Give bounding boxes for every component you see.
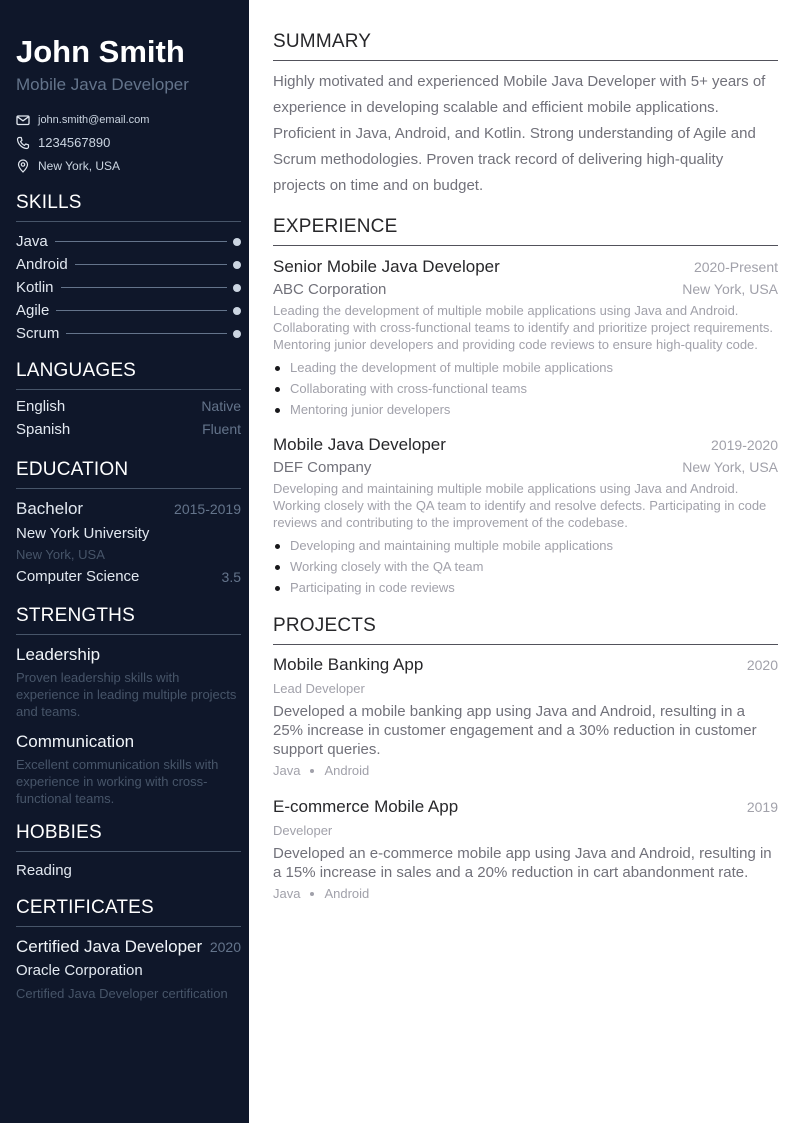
project-tag: Android [324, 763, 370, 778]
job-title: Mobile Java Developer [16, 75, 189, 94]
language-level: Native [201, 398, 241, 414]
job-location: New York, USA [682, 281, 778, 297]
job-entry-title: Senior Mobile Java Developer [273, 257, 500, 276]
strength-title: Communication [16, 732, 135, 751]
skill-dot [233, 330, 241, 338]
job-desc: Leading the development of multiple mobile applications using Java and Android. Collaborating with cross-functional teams to identify and prioritize project requirements. Mentoring junior developers and providing code reviews to ensure high-quality code. [273, 303, 774, 352]
job-bullets [273, 357, 778, 420]
hobbies-list [16, 860, 241, 882]
project-tags [273, 761, 778, 781]
job-bullet: Mentoring junior developers [273, 399, 778, 420]
job-bullet: Leading the development of multiple mobile applications [273, 357, 778, 378]
job-date: 2020-Present [693, 259, 778, 275]
skill-item [16, 253, 241, 276]
phone-icon [16, 136, 30, 150]
skill-item [16, 276, 241, 299]
candidate-name: John Smith [16, 34, 185, 69]
summary-section [273, 30, 778, 199]
skill-line [55, 241, 227, 242]
education-field: Computer Science [16, 568, 140, 585]
education-degree-row [16, 497, 241, 521]
project-entry [273, 795, 778, 904]
skill-label: Android [16, 256, 68, 273]
certificate-name: Certified Java Developer [16, 937, 203, 956]
email-text: john.smith@email.com [38, 113, 150, 126]
strength-desc: Proven leadership skills with experience in leading multiple projects and teams. [16, 670, 237, 719]
job-bullets [273, 535, 778, 598]
skill-label: Kotlin [16, 279, 54, 296]
projects-heading: PROJECTS [273, 614, 778, 645]
mail-icon [16, 113, 30, 127]
tag-separator-dot [310, 769, 314, 773]
education-heading: EDUCATION [16, 458, 241, 489]
job-entry [273, 255, 778, 420]
education-school: New York University [16, 525, 150, 542]
certificate-row [16, 935, 241, 959]
certificate-desc: Certified Java Developer certification [16, 986, 228, 1001]
job-company: DEF Company [273, 459, 372, 476]
skill-item [16, 322, 241, 345]
job-bullet: Participating in code reviews [273, 577, 778, 598]
strengths-list [16, 643, 241, 807]
job-date: 2019-2020 [711, 437, 778, 453]
skill-label: Scrum [16, 325, 60, 342]
skill-item [16, 230, 241, 253]
project-role: Lead Developer [273, 681, 365, 696]
skill-dot [233, 261, 241, 269]
contact-location [16, 154, 241, 177]
experience-section [273, 215, 778, 598]
education-gpa: 3.5 [221, 569, 241, 585]
skill-item [16, 299, 241, 322]
skill-dot [233, 238, 241, 246]
education-field-row [16, 564, 241, 590]
contact-info [16, 108, 241, 177]
location-text: New York, USA [38, 158, 121, 173]
job-bullet: Working closely with the QA team [273, 556, 778, 577]
project-title: E-commerce Mobile App [273, 797, 459, 816]
skills-heading: SKILLS [16, 191, 241, 222]
skill-dot [233, 307, 241, 315]
experience-heading: EXPERIENCE [273, 215, 778, 246]
skill-line [56, 310, 227, 311]
skills-list [16, 230, 241, 345]
project-tag: Java [273, 886, 301, 901]
job-bullet: Developing and maintaining multiple mobile applications [273, 535, 778, 556]
certificates-heading: CERTIFICATES [16, 896, 241, 927]
sidebar [0, 0, 249, 1123]
education-block [16, 497, 241, 590]
strength-item [16, 730, 241, 807]
languages-list [16, 398, 241, 444]
language-item [16, 421, 241, 444]
location-pin-icon [16, 159, 30, 173]
job-desc: Developing and maintaining multiple mobile applications using Java and Android. Working closely with the QA team to identify and resolve defects. Participating in code reviews and contributing to the improvement of the codebase. [273, 481, 767, 530]
strength-item [16, 643, 241, 720]
language-item [16, 398, 241, 421]
project-tags [273, 884, 778, 904]
certificate-org: Oracle Corporation [16, 962, 143, 979]
education-years: 2015-2019 [174, 501, 241, 517]
project-year: 2019 [746, 799, 778, 815]
project-desc: Developed an e-commerce mobile app using Java and Android, resulting in a 15% increase in sales and a 20% reduction in cart abandonment rate. [273, 845, 772, 881]
project-year: 2020 [746, 657, 778, 673]
job-entry [273, 433, 778, 598]
project-desc: Developed a mobile banking app using Java and Android, resulting in a 25% increase in customer engagement and a 30% reduction in customer support queries. [273, 703, 757, 758]
certificate-block [16, 935, 241, 1002]
project-title: Mobile Banking App [273, 655, 424, 674]
tag-separator-dot [310, 892, 314, 896]
project-entry [273, 653, 778, 781]
main-content [273, 30, 778, 904]
summary-heading: SUMMARY [273, 30, 778, 61]
strengths-heading: STRENGTHS [16, 604, 241, 635]
skill-line [61, 287, 227, 288]
certificate-year: 2020 [209, 939, 241, 955]
job-entry-title: Mobile Java Developer [273, 435, 446, 454]
summary-text: Highly motivated and experienced Mobile Java Developer with 5+ years of experience in developing scalable and efficient mobile applications. Proficient in Java, Android, and Kotlin. Strong understanding of Agile and Scrum methodologies. Proven track record of delivering high-quality projects on time and on budget. [273, 73, 766, 194]
contact-email[interactable] [16, 108, 241, 131]
skill-line [75, 264, 227, 265]
education-location: New York, USA [16, 547, 105, 562]
project-tag: Android [324, 886, 370, 901]
strength-desc: Excellent communication skills with experience in working with cross-functional teams. [16, 757, 219, 806]
hobbies-heading: HOBBIES [16, 821, 241, 852]
project-role: Developer [273, 823, 333, 838]
job-bullet: Collaborating with cross-functional teams [273, 378, 778, 399]
hobby-item: Reading [16, 862, 72, 879]
education-degree: Bachelor [16, 499, 84, 518]
job-company: ABC Corporation [273, 281, 387, 298]
languages-heading: LANGUAGES [16, 359, 241, 390]
language-name: English [16, 398, 66, 415]
skill-dot [233, 284, 241, 292]
skill-label: Java [16, 233, 48, 250]
language-level: Fluent [202, 421, 241, 437]
skill-line [66, 333, 227, 334]
projects-section [273, 614, 778, 904]
job-location: New York, USA [682, 459, 778, 475]
language-name: Spanish [16, 421, 71, 438]
phone-text: 1234567890 [38, 135, 111, 150]
strength-title: Leadership [16, 645, 101, 664]
skill-label: Agile [16, 302, 50, 319]
project-tag: Java [273, 763, 301, 778]
contact-phone[interactable] [16, 131, 241, 154]
